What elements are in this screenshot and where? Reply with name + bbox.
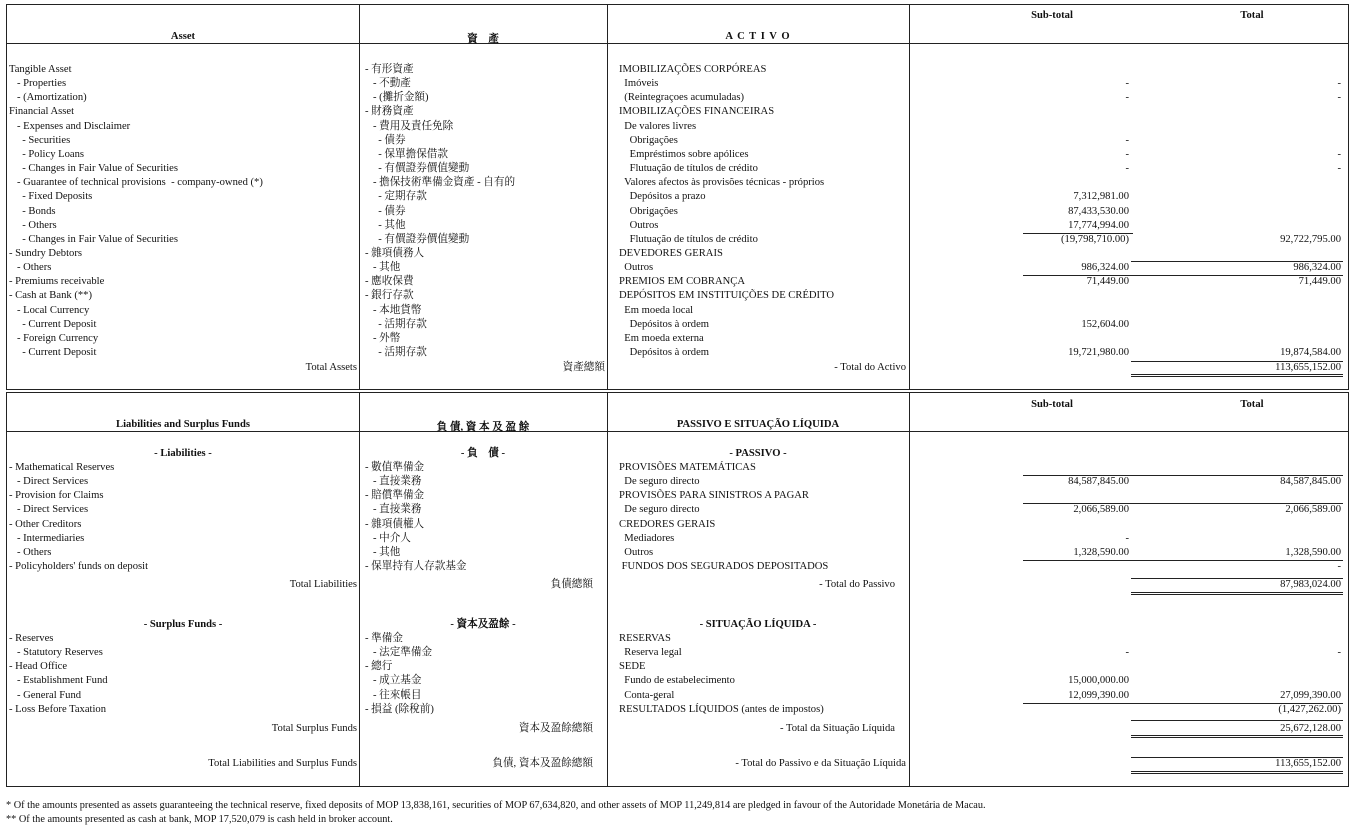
- total-value: -: [1337, 561, 1341, 573]
- label-zh: - 保單持有人存款基金: [365, 561, 467, 573]
- total-assets-overline: [1131, 361, 1343, 362]
- label-pt: Depósitos à ordem: [619, 318, 710, 330]
- table-row: [7, 546, 1348, 560]
- table-row: [7, 503, 1348, 517]
- total-value: -: [1337, 92, 1341, 104]
- label-pt: Conta-geral: [619, 689, 675, 701]
- total-assets-value: 113,655,152.00: [1275, 362, 1341, 373]
- total-surplus-double-underline: [1131, 735, 1343, 738]
- table-row: [7, 91, 1348, 105]
- label-pt: Empréstimos sobre apólices: [619, 148, 749, 160]
- label-pt: PROVISÕES MATEMÁTICAS: [619, 462, 756, 473]
- label-pt: Valores afectos às provisões técnicas - próprios: [619, 177, 825, 189]
- label-en: - Direct Services: [9, 476, 89, 488]
- total-liabilities-overline: [1131, 578, 1343, 579]
- label-en: - Fixed Deposits: [9, 191, 93, 203]
- table-row: [7, 289, 1348, 303]
- surplus-title-row: [7, 618, 1348, 632]
- label-pt: Flutuação de títulos de crédito: [619, 233, 758, 245]
- total-liabilities-double-underline: [1131, 592, 1343, 595]
- grand-total-overline: [1131, 757, 1343, 758]
- surplus-title-pt: - SITUAÇÃO LÍQUIDA -: [699, 619, 817, 630]
- total-surplus-row: [7, 722, 1348, 736]
- total-liabilities-value: 87,983,024.00: [1280, 579, 1341, 590]
- table-row: [7, 63, 1348, 77]
- label-zh: - 定期存款: [365, 191, 427, 203]
- label-zh: - 其他: [365, 262, 401, 274]
- label-en: - Reserves: [9, 633, 54, 644]
- asset-header: Asset: [170, 31, 196, 42]
- label-en: - Statutory Reserves: [9, 647, 103, 659]
- label-pt: Flutuação de títulos de crédito: [619, 163, 758, 175]
- table-row: [7, 233, 1348, 247]
- label-en: - Securities: [9, 134, 71, 146]
- grand-total-row: [7, 757, 1348, 771]
- liabilities-title-row: [7, 447, 1348, 461]
- label-en: Tangible Asset: [9, 64, 72, 75]
- table-row: [7, 247, 1348, 261]
- grand-total-value: 113,655,152.00: [1275, 758, 1341, 769]
- label-pt: Outros: [619, 262, 654, 274]
- table-row: [7, 120, 1348, 134]
- label-en: - Others: [9, 262, 52, 274]
- total-header: Total: [1240, 10, 1264, 21]
- subtotal-rule: [1023, 703, 1133, 704]
- table-row: [7, 632, 1348, 646]
- liabilities-header-pt: PASSIVO E SITUAÇÃO LÍQUIDA: [676, 419, 840, 430]
- label-zh: - 中介人: [365, 532, 411, 544]
- subtotal-value: 1,328,590.00: [1073, 546, 1129, 558]
- total-value: 92,722,795.00: [1280, 233, 1341, 245]
- label-pt: IMOBILIZAÇÕES CORPÓREAS: [619, 64, 767, 75]
- table-row: [7, 318, 1348, 332]
- total-value: 27,099,390.00: [1280, 689, 1341, 701]
- liabilities-header: Liabilities and Surplus Funds: [116, 419, 250, 430]
- label-zh: - 有價證券價值變動: [365, 163, 470, 175]
- label-pt: DEPÓSITOS EM INSTITUIÇÕES DE CRÉDITO: [619, 290, 835, 302]
- label-zh: - 直接業務: [365, 476, 422, 488]
- subtotal-value: 152,604.00: [1081, 318, 1129, 330]
- label-en: - Guarantee of technical provisions - company-owned (*): [9, 177, 263, 189]
- total-liabilities-label: Total Liabilities: [289, 579, 357, 590]
- label-pt: DEVEDORES GERAIS: [619, 247, 723, 259]
- table-row: [7, 703, 1348, 717]
- label-en: - Foreign Currency: [9, 332, 99, 344]
- label-en: - Provision for Claims: [9, 490, 104, 502]
- subtotal-rule: [1023, 475, 1133, 476]
- label-en: - Changes in Fair Value of Securities: [9, 233, 178, 245]
- grand-total-label-zh: 負債, 資本及盈餘總額: [492, 758, 593, 769]
- label-zh: - (攤折金額): [365, 92, 429, 104]
- label-en: Financial Asset: [9, 106, 75, 118]
- total-surplus-value: 25,672,128.00: [1280, 723, 1341, 734]
- label-zh: - 活期存款: [365, 318, 427, 330]
- label-en: - Expenses and Disclaimer: [9, 120, 131, 132]
- subtotal-header: Sub-total: [1031, 10, 1073, 21]
- label-zh: - 法定準備金: [365, 647, 433, 659]
- label-pt: Imóveis: [619, 78, 659, 90]
- label-zh: - 財務資產: [365, 106, 414, 118]
- label-zh: - 其他: [365, 546, 401, 558]
- label-en: - Loss Before Taxation: [9, 703, 107, 715]
- subtotal-rule: [1131, 261, 1343, 262]
- label-en: - Sundry Debtors: [9, 247, 82, 259]
- subtotal-value: 986,324.00: [1081, 262, 1129, 274]
- table-row: [7, 275, 1348, 289]
- subtotal-rule: [1131, 275, 1343, 276]
- label-zh: - 不動產: [365, 78, 411, 90]
- label-zh: - 保單擔保借款: [365, 148, 448, 160]
- asset-header-pt: A C T I V O: [725, 31, 791, 42]
- table-row: [7, 674, 1348, 688]
- subtotal-rule: [1131, 703, 1343, 704]
- total-surplus-overline: [1131, 720, 1343, 721]
- table-row: [7, 162, 1348, 176]
- table-row: [7, 689, 1348, 703]
- label-en: - Local Currency: [9, 304, 90, 316]
- total-assets-label: Total Assets: [305, 362, 357, 373]
- label-pt: De seguro directo: [619, 476, 700, 488]
- label-pt: RESERVAS: [619, 633, 671, 644]
- label-pt: Outros: [619, 546, 654, 558]
- label-pt: CREDORES GERAIS: [619, 518, 716, 530]
- subtotal-header-2: Sub-total: [1031, 399, 1073, 410]
- subtotal-value: 15,000,000.00: [1068, 675, 1129, 687]
- total-value: 986,324.00: [1293, 262, 1341, 274]
- label-en: - Direct Services: [9, 504, 89, 516]
- subtotal-rule: [1023, 275, 1133, 276]
- subtotal-value: -: [1125, 647, 1129, 659]
- label-zh: - 有價證券價值變動: [365, 233, 470, 245]
- grand-total-label-pt: - Total do Passivo e da Situação Líquida: [735, 758, 906, 769]
- footnote-1: * Of the amounts presented as assets guaranteeing the technical reserve, fixed deposits of MOP 13,838,161, securities of MOP 67,634,820, and other assets of MOP 11,249,814 are pledged in favour of the Autoridade Monetária de Macau.: [6, 800, 986, 811]
- label-pt: Obrigações: [619, 134, 678, 146]
- label-zh: - 雜項債務人: [365, 247, 425, 259]
- table-row: [7, 346, 1348, 360]
- subtotal-value: 12,099,390.00: [1068, 689, 1129, 701]
- label-en: - Policy Loans: [9, 148, 85, 160]
- label-en: - Others: [9, 546, 52, 558]
- label-pt: Outros: [619, 219, 659, 231]
- subtotal-value: -: [1125, 532, 1129, 544]
- surplus-title-zh: - 資本及盈餘 -: [450, 619, 516, 630]
- label-pt: Depósitos à ordem: [619, 347, 710, 358]
- label-zh: - 銀行存款: [365, 290, 414, 302]
- table-row: [7, 134, 1348, 148]
- label-zh: - 雜項債權人: [365, 518, 425, 530]
- table-row: [7, 304, 1348, 318]
- label-en: - Policyholders' funds on deposit: [9, 561, 149, 573]
- subtotal-rule: [1131, 475, 1343, 476]
- grand-total-label: Total Liabilities and Surplus Funds: [208, 758, 357, 769]
- subtotal-value: -: [1125, 92, 1129, 104]
- subtotal-value: 71,449.00: [1086, 276, 1129, 288]
- table-row: [7, 660, 1348, 674]
- label-en: - Establishment Fund: [9, 675, 108, 687]
- total-surplus-label-zh: 資本及盈餘總額: [518, 723, 593, 734]
- liabilities-header-zh: 負 債, 資 本 及 盈 餘: [436, 422, 530, 433]
- label-en: - Mathematical Reserves: [9, 462, 115, 473]
- table-row: [7, 205, 1348, 219]
- table-row: [7, 489, 1348, 503]
- label-zh: - 費用及責任免除: [365, 120, 454, 132]
- table-row: [7, 190, 1348, 204]
- label-pt: Reserva legal: [619, 647, 682, 659]
- total-value: 19,874,584.00: [1280, 347, 1341, 358]
- label-en: - Changes in Fair Value of Securities: [9, 163, 178, 175]
- label-pt: SEDE: [619, 661, 646, 673]
- total-value: 1,328,590.00: [1285, 546, 1341, 558]
- subtotal-value: -: [1125, 163, 1129, 175]
- label-zh: - 本地貨幣: [365, 304, 422, 316]
- label-pt: PREMIOS EM COBRANÇA: [619, 276, 745, 288]
- total-value: -: [1337, 148, 1341, 160]
- label-zh: - 準備金: [365, 633, 403, 644]
- label-en: - Premiums receivable: [9, 276, 105, 288]
- total-assets-row: [7, 361, 1348, 375]
- label-pt: PROVISÕES PARA SINISTROS A PAGAR: [619, 490, 809, 502]
- total-liabilities-label-pt: - Total do Passivo: [819, 579, 895, 590]
- label-pt: IMOBILIZAÇÕES FINANCEIRAS: [619, 106, 775, 118]
- table-row: [7, 105, 1348, 119]
- subtotal-value: 17,774,994.00: [1068, 219, 1129, 231]
- label-en: - Properties: [9, 78, 67, 90]
- subtotal-rule: [1023, 560, 1133, 561]
- liabilities-section: [6, 392, 1349, 787]
- total-liabilities-row: [7, 578, 1348, 592]
- label-en: - Others: [9, 219, 57, 231]
- liabilities-title-zh: - 負 債 -: [460, 448, 506, 459]
- table-row: [7, 261, 1348, 275]
- label-zh: - 債券: [365, 205, 406, 217]
- liabilities-title-pt: - PASSIVO -: [729, 448, 787, 459]
- total-value: -: [1337, 647, 1341, 659]
- total-value: -: [1337, 78, 1341, 90]
- label-en: - Cash at Bank (**): [9, 290, 92, 302]
- table-row: [7, 532, 1348, 546]
- table-row: [7, 176, 1348, 190]
- total-surplus-label: Total Surplus Funds: [271, 723, 357, 734]
- label-pt: Depósitos a prazo: [619, 191, 706, 203]
- label-en: - Current Deposit: [9, 318, 97, 330]
- label-en: - Other Creditors: [9, 518, 82, 530]
- label-en: - Intermediaries: [9, 532, 85, 544]
- label-pt: Fundo de estabelecimento: [619, 675, 735, 687]
- grand-total-double-underline: [1131, 771, 1343, 774]
- label-zh: - 損益 (除稅前): [365, 703, 434, 715]
- table-row: [7, 518, 1348, 532]
- label-zh: - 賠償準備金: [365, 490, 425, 502]
- label-pt: Em moeda externa: [619, 332, 704, 344]
- label-pt: FUNDOS DOS SEGURADOS DEPOSITADOS: [619, 561, 829, 573]
- table-row: [7, 461, 1348, 475]
- label-zh: - 其他: [365, 219, 406, 231]
- total-value: 71,449.00: [1298, 276, 1341, 288]
- label-pt: Obrigações: [619, 205, 678, 217]
- label-zh: - 應收保費: [365, 276, 414, 288]
- label-pt: Mediadores: [619, 532, 675, 544]
- label-en: - Bonds: [9, 205, 56, 217]
- footnote-2: ** Of the amounts presented as cash at bank, MOP 17,520,079 is cash held in broker account.: [6, 814, 393, 825]
- subtotal-value: -: [1125, 134, 1129, 146]
- label-zh: - 債券: [365, 134, 406, 146]
- label-zh: - 數值準備金: [365, 462, 425, 473]
- label-zh: - 往來帳目: [365, 689, 422, 701]
- total-liabilities-label-zh: 負債總額: [550, 579, 593, 590]
- subtotal-value: 87,433,530.00: [1068, 205, 1129, 217]
- asset-header-zh: 資 產: [467, 34, 499, 45]
- subtotal-value: 7,312,981.00: [1073, 191, 1129, 203]
- total-value: 84,587,845.00: [1280, 476, 1341, 488]
- total-assets-label-zh: 資產總額: [562, 362, 605, 373]
- table-row: [7, 332, 1348, 346]
- subtotal-rule: [1131, 560, 1343, 561]
- label-en: - General Fund: [9, 689, 82, 701]
- subtotal-rule: [1131, 503, 1343, 504]
- label-en: - Head Office: [9, 661, 68, 673]
- label-zh: - 有形資產: [365, 64, 414, 75]
- label-pt: RESULTADOS LÍQUIDOS (antes de impostos): [619, 703, 824, 715]
- total-assets-label-pt: - Total do Activo: [834, 362, 906, 373]
- subtotal-value: 2,066,589.00: [1073, 504, 1129, 516]
- table-row: [7, 77, 1348, 91]
- label-zh: - 直接業務: [365, 504, 422, 516]
- subtotal-value: -: [1125, 148, 1129, 160]
- total-assets-double-underline: [1131, 374, 1343, 377]
- subtotal-rule: [1023, 233, 1133, 234]
- label-pt: De seguro directo: [619, 504, 700, 516]
- assets-section: [6, 4, 1349, 390]
- subtotal-value: 84,587,845.00: [1068, 476, 1129, 488]
- label-en: - Current Deposit: [9, 347, 97, 358]
- table-row: [7, 560, 1348, 574]
- total-value: 2,066,589.00: [1285, 504, 1341, 516]
- surplus-title: - Surplus Funds -: [143, 619, 223, 630]
- label-zh: - 成立基金: [365, 675, 422, 687]
- subtotal-rule: [1023, 503, 1133, 504]
- label-pt: Em moeda local: [619, 304, 694, 316]
- label-pt: (Reintegraçoes acumuladas): [619, 92, 745, 104]
- table-row: [7, 475, 1348, 489]
- total-value: -: [1337, 163, 1341, 175]
- subtotal-value: -: [1125, 78, 1129, 90]
- subtotal-value: 19,721,980.00: [1068, 347, 1129, 358]
- total-header-2: Total: [1240, 399, 1264, 410]
- label-zh: - 外幣: [365, 332, 401, 344]
- table-row: [7, 646, 1348, 660]
- label-en: - (Amortization): [9, 92, 87, 104]
- label-zh: - 總行: [365, 661, 393, 673]
- table-row: [7, 148, 1348, 162]
- total-surplus-label-pt: - Total da Situação Líquida: [780, 723, 895, 734]
- subtotal-value: (19,798,710.00): [1061, 233, 1129, 245]
- liabilities-title: - Liabilities -: [154, 448, 212, 459]
- table-row: [7, 219, 1348, 233]
- label-zh: - 活期存款: [365, 347, 427, 358]
- label-pt: De valores livres: [619, 120, 697, 132]
- label-zh: - 擔保技術準備金資產 - 自有的: [365, 177, 516, 189]
- total-value: (1,427,262.00): [1278, 703, 1341, 715]
